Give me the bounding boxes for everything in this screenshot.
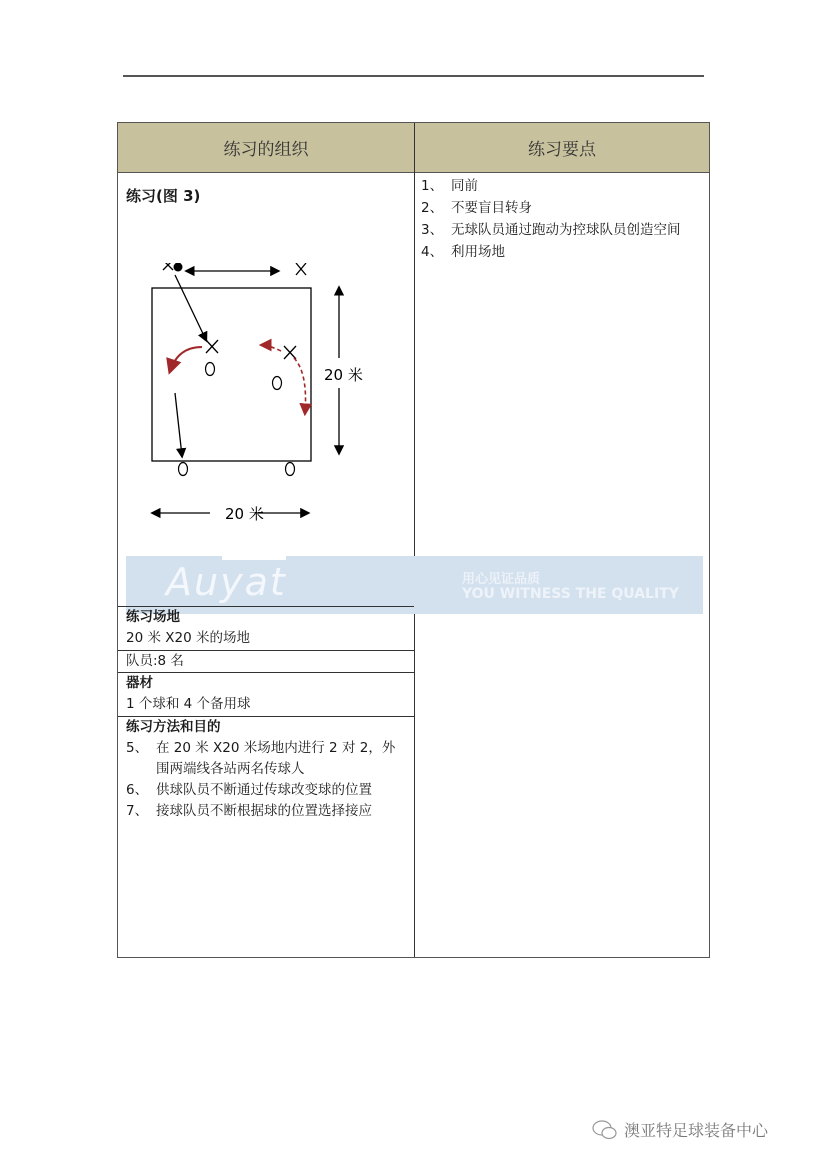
methods-section [118,716,414,822]
watermark-slogan-en: YOU WITNESS THE QUALITY [462,586,679,602]
equipment-value: 1 个球和 4 个备用球 [126,696,251,712]
attacker-marker [163,263,173,270]
watermark-slogan-cn: 用心见证品质 [462,572,541,587]
list-item: 6、 供球队员不断通过传球改变球的位置 [126,782,372,798]
list-item: 5、 在 20 米 X20 米场地内进行 2 对 2，外围两端线各站两名传球人 [126,740,396,777]
list-item: 4、 利用场地 [421,244,505,260]
field-value: 20 米 X20 米的场地 [126,630,250,646]
list-item: 7、 接球队员不断根据球的位置选择接应 [126,803,372,819]
ball-icon [174,263,183,272]
methods-title: 练习方法和目的 [126,719,221,735]
list-item: 3、 无球队员通过跑动为控球队员创造空间 [421,222,681,238]
wechat-icon [592,1120,618,1140]
drill-table [117,122,710,958]
players-value: 队员:8 名 [126,653,184,669]
players-section [118,650,414,672]
figure-title: 练习(图 3) [126,187,201,205]
watermark-logo: Auyat [166,560,287,604]
drill-diagram [118,263,414,553]
field-title: 练习场地 [126,609,180,625]
width-label: 20 米 [225,505,264,523]
column-divider [414,123,415,957]
key-points-list [421,175,706,263]
top-rule [123,75,704,77]
header-organization: 练习的组织 [118,123,414,173]
account-name: 澳亚特足球装备中心 [624,1121,769,1140]
list-item: 2、 不要盲目转身 [421,200,532,216]
list-item: 1、 同前 [421,178,478,194]
equipment-title: 器材 [126,675,153,691]
header-key-points: 练习要点 [415,123,709,173]
height-label: 20 米 [324,366,363,384]
equipment-section [118,672,414,716]
field-section [118,606,414,650]
footer-account [592,1118,768,1141]
